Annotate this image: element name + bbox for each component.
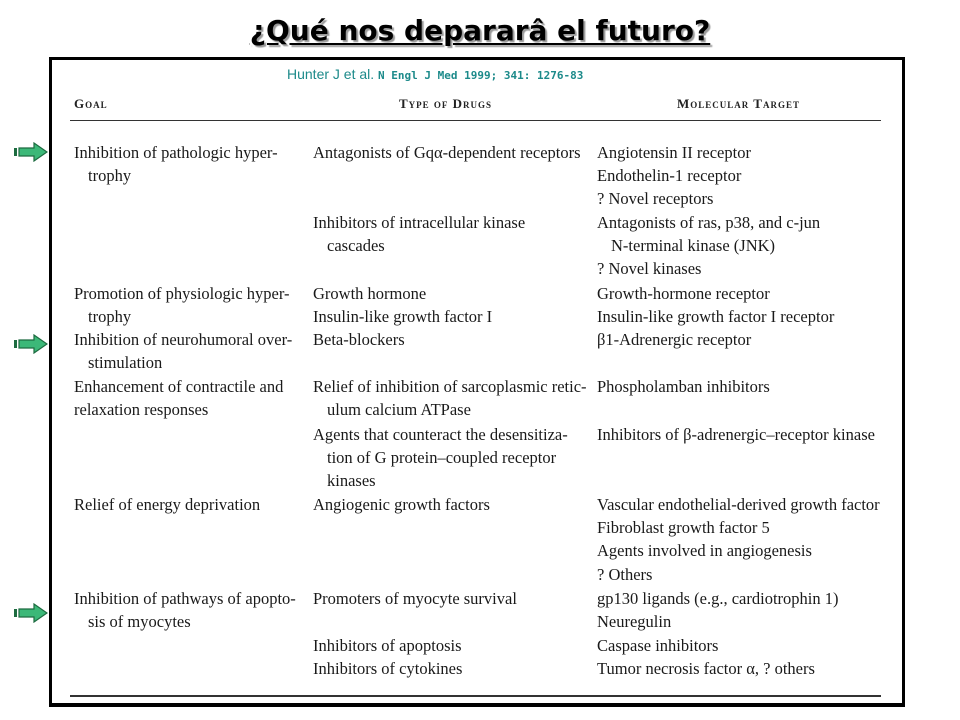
table-row-targets: Angiotensin II receptor Endothelin-1 receptor ? Novel receptors (597, 143, 751, 209)
table-row-drugs: Inhibitors of apoptosis (313, 636, 462, 655)
green-arrow-icon (12, 603, 48, 623)
table-row-targets: Inhibitors of β-adrenergic–receptor kinase (597, 425, 875, 444)
citation-reference: N Engl J Med 1999; 341: 1276-83 (378, 69, 584, 82)
table-row-goal: Inhibition of pathologic hyper- trophy (74, 143, 278, 186)
table-row-goal: Promotion of physiologic hyper- trophy (74, 284, 290, 327)
slide-title: ¿Qué nos depararâ el futuro? (249, 14, 711, 47)
column-header-drugs: Type of Drugs (399, 96, 493, 111)
table-top-rule (70, 120, 881, 121)
column-header-goal: Goal (74, 96, 108, 111)
table-row-targets: Phospholamban inhibitors (597, 377, 770, 396)
table-row-drugs: Inhibitors of cytokines (313, 659, 463, 678)
table-row-targets: β1-Adrenergic receptor (597, 330, 752, 349)
table-row-goal: Enhancement of contractile and relaxation responses (74, 377, 284, 420)
table-row-drugs: Inhibitors of intracellular kinase cascades (313, 213, 526, 256)
green-arrow-icon (12, 334, 48, 354)
column-header-target: Molecular Target (677, 96, 800, 111)
table-row-drugs: Beta-blockers (313, 330, 405, 349)
table-row-drugs: Antagonists of Gqα-dependent receptors (313, 143, 581, 162)
green-arrow-icon (12, 142, 48, 162)
citation (287, 66, 583, 82)
table-row-goal: Inhibition of neurohumoral over- stimulation (74, 330, 293, 373)
table-row-drugs: Promoters of myocyte survival (313, 589, 517, 608)
table-row-targets: Caspase inhibitors (597, 636, 719, 655)
citation-authors: Hunter J et al. (287, 66, 375, 82)
table-row-targets: Antagonists of ras, p38, and c-jun N-terminal kinase (JNK) ? Novel kinases (597, 213, 821, 279)
table-row-targets: gp130 ligands (e.g., cardiotrophin 1) Neuregulin (597, 589, 839, 632)
table-row-targets: Tumor necrosis factor α, ? others (597, 659, 815, 678)
table-row-drugs: Agents that counteract the desensitiza- tion of G protein–coupled receptor kinases (313, 425, 568, 491)
table-row-drugs: Angiogenic growth factors (313, 495, 490, 514)
table-row-drugs: Growth hormone Insulin-like growth factor I (313, 284, 493, 327)
table-bottom-rule (70, 695, 881, 697)
table-row-targets: Vascular endothelial-derived growth factor Fibroblast growth factor 5 Agents involved in angiogenesis ? Others (597, 495, 880, 584)
table-row-goal: Relief of energy deprivation (74, 495, 261, 514)
table-row-targets: Growth-hormone receptor Insulin-like growth factor I receptor (597, 284, 835, 327)
table-row-drugs: Relief of inhibition of sarcoplasmic retic- ulum calcium ATPase (313, 377, 587, 420)
table-row-goal: Inhibition of pathways of apopto- sis of myocytes (74, 589, 296, 632)
